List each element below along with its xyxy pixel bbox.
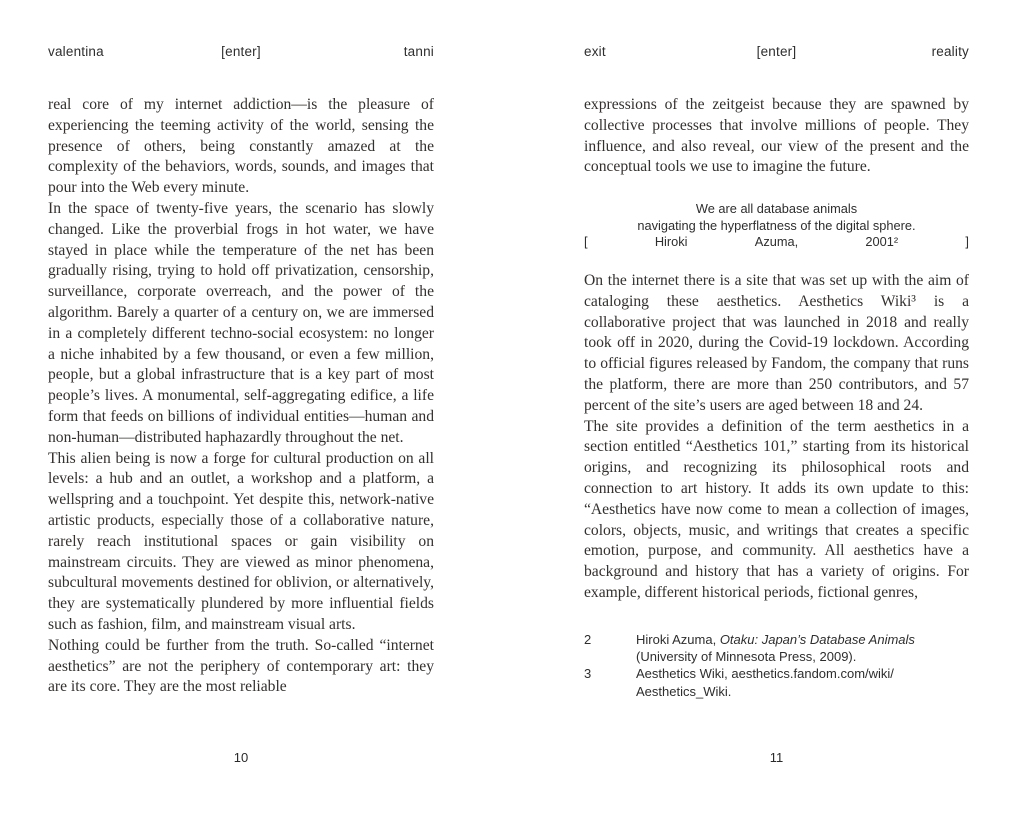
body-paragraph: This alien being is now a forge for cultural production on all levels: a hub and an outlet, a workshop and a platform, a wellspring and a touchpoint. Yet despite this, network-native artistic products, especially those of a collaborative nature, rarely reach institutional spaces or gain visibility on mainstream circuits. They are viewed as minor phenomena, subcultural movements destined for oblivion, or alternatively, they are systematically plundered by more influential fields such as fashion, film, and mainstream visual arts. [48, 449, 434, 633]
running-header-left [48, 44, 434, 60]
footnote-text [636, 665, 969, 700]
footnotes [584, 631, 969, 700]
quote-bracket-close: ] [965, 234, 969, 250]
footnote-text-plain: Hiroki Azuma, [636, 631, 720, 647]
quote-attr-word: Azuma, [754, 234, 799, 250]
page-number-right: 11 [769, 750, 784, 765]
quote-attribution [584, 234, 969, 251]
header-enter-label: [enter] [221, 44, 261, 59]
page-number-left: 10 [233, 750, 249, 765]
header-title-first: exit [584, 44, 606, 59]
footnote [584, 631, 969, 666]
quote-bracket-open: [ [584, 234, 588, 250]
footnote-text [636, 631, 969, 666]
quote-attr-year: 2001² [865, 234, 899, 250]
pull-quote [584, 201, 969, 251]
left-body-copy [48, 95, 434, 698]
body-paragraph: real core of my internet addiction—is the pleasure of experiencing the teeming activity of the world, sensing the presence of others, being constantly amazed at the complexity of the behaviors, words, sounds, and images that pour into the Web every minute. [48, 96, 434, 197]
running-header-right [584, 44, 969, 60]
header-enter-label: [enter] [756, 44, 797, 59]
body-paragraph: The site provides a definition of the term aesthetics in a section entitled “Aesthetics 101,” starting from its historical origins, and recognizing its philosophical roots and connection to art history. It adds its own update to this: “Aesthetics have now come to mean a collection of images, colors, objects, music, and writings that creates a specific emotion, purpose, and community. All aesthetics have a background and history that has a variety of origins. For example, different historical periods, fictional genres, [584, 417, 969, 601]
footnote-number: 3 [584, 666, 592, 682]
quote-line: We are all database animals [695, 201, 858, 217]
right-body-copy [584, 95, 969, 700]
right-page [584, 44, 969, 765]
left-page [48, 44, 435, 765]
header-author-last: tanni [403, 44, 435, 59]
header-title-last: reality [931, 44, 969, 59]
footnote-number: 2 [584, 631, 592, 647]
quote-attr-word: Hiroki [654, 234, 688, 250]
body-paragraph: expressions of the zeitgeist because they are spawned by collective processes that involve millions of people. They influence, and also reveal, our view of the present and the conceptual tools we use to imagine the future. [584, 96, 969, 176]
body-paragraph: Nothing could be further from the truth. So-called “internet aesthetics” are not the periphery of contemporary art: they are its core. They are the most reliable [48, 636, 434, 696]
footnote [584, 665, 969, 700]
footnote-text-plain: (University of Minnesota Press, 2009). [636, 649, 857, 665]
body-paragraph: In the space of twenty-five years, the scenario has slowly changed. Like the proverbial frogs in hot water, we have stayed in place while the temperature of the net has been gradually rising, trying to hold off privatization, censorship, surveillance, corporate overreach, and the power of the algorithm. Barely a quarter of a century on, we are immersed in a completely different techno-social ecosystem: no longer a niche inhabited by a few thousand, or even a few million, people, but a global infrastructure that is a key part of most people’s lives. A monumental, self-aggregating edifice, a life form that feeds on billions of individual entities—human and non-human—distributed haphazardly throughout the net. [48, 199, 434, 446]
footnote-text-italic: Otaku: Japan’s Database Animals [719, 631, 915, 647]
quote-line: navigating the hyperflatness of the digital sphere. [637, 217, 916, 233]
footnote-text-plain: Aesthetics Wiki, aesthetics.fandom.com/wiki/​Aesthetics_Wiki. [636, 666, 894, 699]
header-author-first: valentina [48, 44, 104, 59]
body-paragraph: On the internet there is a site that was set up with the aim of cataloging these aesthetics. Aesthetics Wiki³ is a collaborative project that was launched in 2018 and really took off in 2020, during the Covid-19 lockdown. According to official figures released by Fandom, the company that runs the platform, there are more than 250 contributors, and 57 percent of the site’s users are aged between 18 and 24. [584, 271, 969, 414]
